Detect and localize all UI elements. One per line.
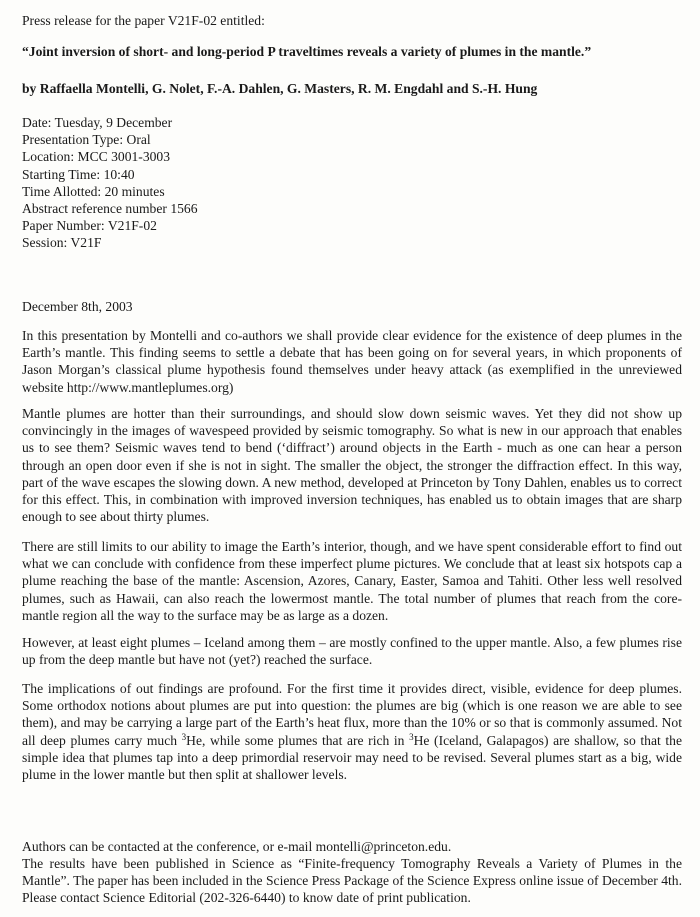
meta-presentation-type: Presentation Type: Oral: [22, 132, 151, 148]
paragraph-implications: [22, 680, 682, 783]
meta-location: Location: MCC 3001-3003: [22, 149, 171, 165]
meta-time-allotted: Time Allotted: 20 minutes: [22, 183, 165, 199]
presentation-details: [22, 114, 682, 252]
release-date: December 8th, 2003: [22, 299, 133, 314]
paper-title: “Joint inversion of short- and long-period P traveltimes reveals a variety of plumes in the mantle.”: [22, 44, 592, 59]
paragraph-limits: There are still limits to our ability to image the Earth’s interior, though, and we have spent considerable effort to find out what we can conclude with confidence from these imperfect plume pictures. We conclude that at least six hotspots cap a plume reaching the base of the mantle: Ascension, Azores, Canary, Easter, Samoa and Tahiti. Other less well resolved plumes, such as Hawaii, can also reach the lowermost mantle. The total number of plumes that reach from the core-mantle region all the way to the surface may be as large as a dozen.: [22, 539, 682, 623]
meta-starting-time: Starting Time: 10:40: [22, 166, 135, 182]
paragraph-method: Mantle plumes are hotter than their surroundings, and should slow down seismic waves. Yet they did not show up convincingly in the images of wavespeed provided by seismic tomography. So what is new in our approach that enables us to see them? Seismic waves tend to bend (‘diffract’) around objects in the Earth - much as one can hear a person through an open door even if she is not in sight. The smaller the object, the stronger the diffraction effect. In this way, part of the wave escapes the slowing down. A new method, developed at Princeton by Tony Dahlen, enables us to correct for this effect. This, in combination with improved inversion techniques, has enabled us to obtain images that are sharp enough to see about thirty plumes.: [22, 406, 682, 525]
meta-session: Session: V21F: [22, 235, 102, 251]
meta-paper-number: Paper Number: V21F-02: [22, 218, 157, 234]
implications-text-3: He (Iceland, Galapagos) are shallow, so that the simple idea that plumes tap into a deep primordial reservoir may need to be revised. Several plumes start as a big, wide plume in the lower mantle but then split at shallower levels.: [22, 732, 682, 783]
paragraph-intro: In this presentation by Montelli and co-authors we shall provide clear evidence for the existence of deep plumes in the Earth’s mantle. This finding seems to settle a debate that has been going on for several years, in which proponents of Jason Morgan’s classical plume hypothesis found themselves under heavy attack (as exemplified in the unreviewed website http://www.mantleplumes.org): [22, 328, 682, 395]
paragraph-upper-mantle: However, at least eight plumes – Iceland among them – are mostly confined to the upper mantle. Also, a few plumes rise up from the deep mantle but have not (yet?) reached the surface.: [22, 635, 682, 668]
intro-line: Press release for the paper V21F-02 entitled:: [22, 13, 265, 28]
helium-superscript: 3: [409, 731, 414, 742]
contact-line: Authors can be contacted at the conference, or e-mail montelli@princeton.edu.: [22, 839, 452, 854]
implications-text-2: He, while some plumes that are rich in: [186, 732, 410, 748]
implications-text-1: The implications of out findings are profound. For the first time it provides direct, visible, evidence for deep plumes. Some orthodox notions about plumes are put into question: the plumes are big (which is one reason we are able to see them), and may be carrying a large part of the Earth’s heat flux, more than the 10% or so that is commonly assumed. Not all deep plumes carry much: [22, 681, 682, 748]
publication-note: The results have been published in Science as “Finite-frequency Tomography Reveals a Variety of Plumes in the Mantle”. The paper has been included in the Science Press Package of the Science Express online issue of December 4th. Please contact Science Editorial (202-326-6440) to know date of print publication.: [22, 856, 682, 906]
helium-superscript: 3: [181, 731, 187, 742]
author-line: by Raffaella Montelli, G. Nolet, F.-A. Dahlen, G. Masters, R. M. Engdahl and S.-H. Hung: [22, 81, 538, 96]
meta-abstract-number: Abstract reference number 1566: [22, 201, 198, 217]
meta-date: Date: Tuesday, 9 December: [22, 115, 173, 130]
